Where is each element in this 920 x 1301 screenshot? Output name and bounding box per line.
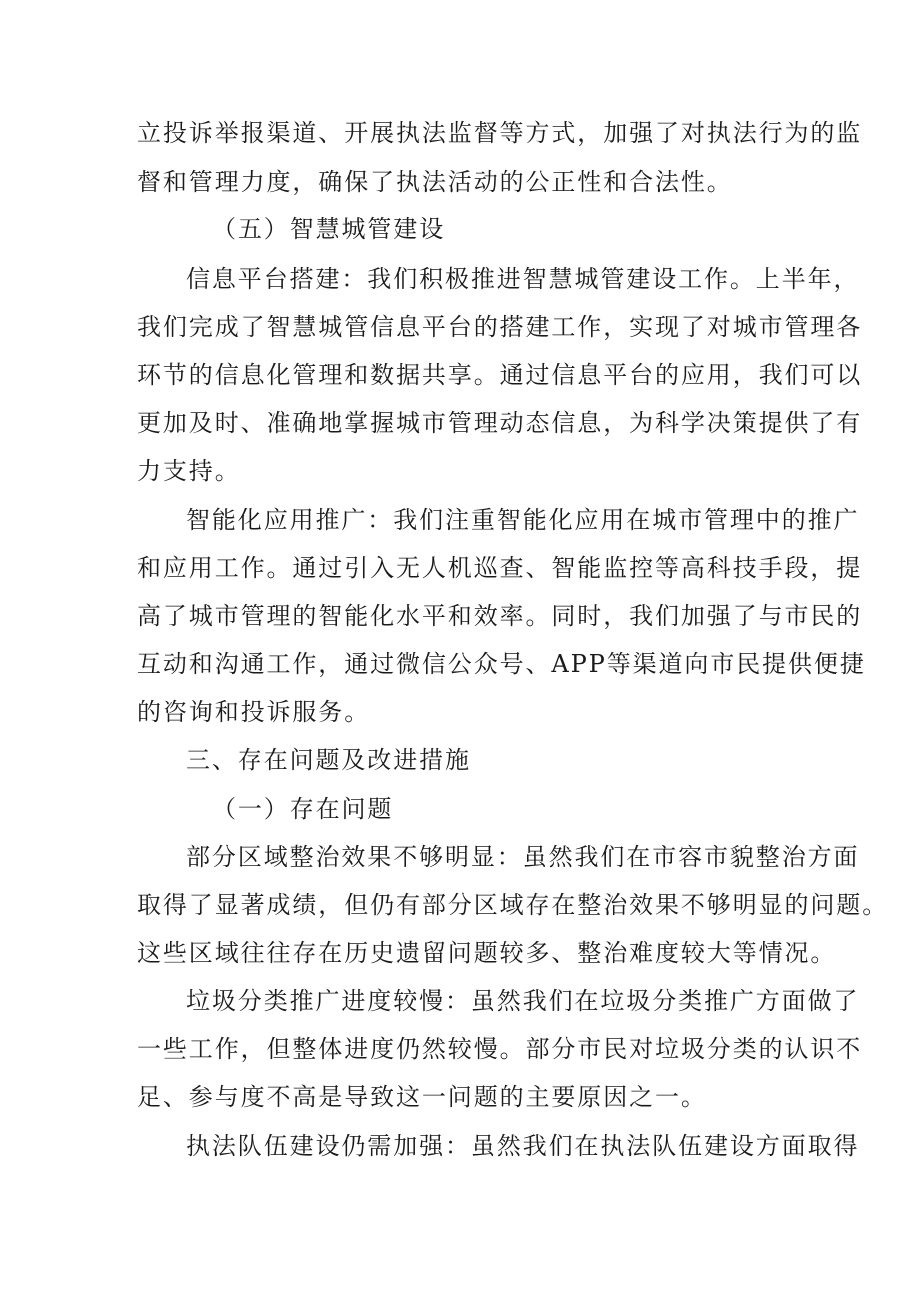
paragraph-line: 更加及时、准确地掌握城市管理动态信息，为科学决策提供了有 [137,409,863,437]
paragraph-line: 这些区域往往存在历史遗留问题较多、整治难度较大等情况。 [137,939,837,967]
paragraph-line: 足、参与度不高是导致这一问题的主要原因之一。 [137,1083,707,1111]
paragraph-line: 智能化应用推广：我们注重智能化应用在城市管理中的推广 [186,506,860,534]
paragraph-line: 一些工作，但整体进度仍然较慢。部分市民对垃圾分类的认识不 [137,1035,863,1063]
paragraph-line: 的咨询和投诉服务。 [137,698,371,726]
paragraph-line: 力支持。 [137,457,241,485]
paragraph-line: 环节的信息化管理和数据共享。通过信息平台的应用，我们可以 [137,361,863,389]
paragraph-line: 和应用工作。通过引入无人机巡查、智能监控等高科技手段，提 [137,554,863,582]
subsection-heading: （一）存在问题 [212,795,394,823]
paragraph-line: 我们完成了智慧城管信息平台的搭建工作，实现了对城市管理各 [137,313,863,341]
paragraph-line: 互动和沟通工作，通过微信公众号、APP等渠道向市民提供便捷 [137,650,866,678]
paragraph-line: 取得了显著成绩，但仍有部分区域存在整治效果不够明显的问题。 [137,891,889,919]
paragraph-line: 信息平台搭建：我们积极推进智慧城管建设工作。上半年， [186,265,860,293]
paragraph-line: 垃圾分类推广进度较慢：虽然我们在垃圾分类推广方面做了 [186,987,860,1015]
section-heading: 三、存在问题及改进措施 [186,746,471,774]
paragraph-line: 立投诉举报渠道、开展执法监督等方式，加强了对执法行为的监 [137,119,863,147]
paragraph-line: 督和管理力度，确保了执法活动的公正性和合法性。 [137,168,733,196]
paragraph-line: 高了城市管理的智能化水平和效率。同时，我们加强了与市民的 [137,602,863,630]
paragraph-line: 执法队伍建设仍需加强：虽然我们在执法队伍建设方面取得 [186,1132,860,1160]
paragraph-line: 部分区域整治效果不够明显：虽然我们在市容市貌整治方面 [186,843,860,871]
section-heading: （五）智慧城管建设 [212,215,446,243]
